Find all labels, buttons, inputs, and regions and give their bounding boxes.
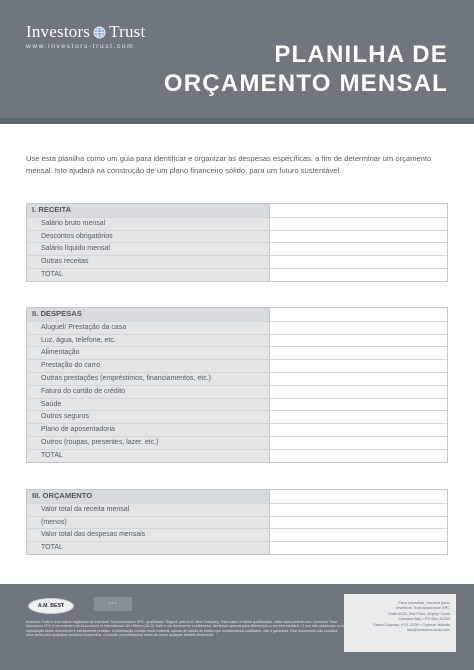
section-heading: I. RECEITA <box>27 204 269 217</box>
table-row <box>27 334 447 347</box>
row-label: Plano de aposentadoria <box>27 424 269 436</box>
section-heading: III. ORÇAMENTO <box>27 490 269 503</box>
table-row <box>27 528 447 541</box>
row-label: Alimentação <box>27 347 269 359</box>
row-label: Salário líquido mensal <box>27 243 269 255</box>
section-despesas <box>26 307 448 463</box>
amount-input-cell[interactable] <box>269 373 447 385</box>
row-label: Valor total da receita mensal <box>27 504 269 516</box>
ailo-logo: ▪▪▪ <box>94 597 132 611</box>
section-heading-row <box>27 204 447 217</box>
table-row <box>27 385 447 398</box>
amount-input-cell[interactable] <box>269 243 447 255</box>
row-label: Saúde <box>27 399 269 411</box>
row-label: Outros (roupas, presentes, lazer, etc.) <box>27 437 269 449</box>
row-label: Outros seguros <box>27 411 269 423</box>
section-receita <box>26 203 448 282</box>
contact-line: Camana Bay • PO Box 32203 <box>398 616 450 622</box>
amount-input-cell[interactable] <box>269 504 447 516</box>
section-heading-value-cell <box>269 308 447 321</box>
intro-paragraph: Use esta planilha como um guia para identificar e organizar as despesas específicas, a fim de determinar um orçamento mensal. Isto ajudará na construção de um plano financeiro sólido, para um futuro sustentável. <box>26 154 432 175</box>
contact-line: info@investors-trust.com <box>406 627 450 633</box>
row-label: Descontos obrigatórios <box>27 231 269 243</box>
amount-input-cell[interactable] <box>269 424 447 436</box>
row-label: Outras receitas <box>27 256 269 268</box>
header-divider <box>0 118 474 124</box>
row-label: Luz, água, telefone, etc. <box>27 335 269 347</box>
brand-url: www.investors-trust.com <box>26 43 135 50</box>
amount-input-cell[interactable] <box>269 517 447 529</box>
table-row <box>27 423 447 436</box>
table-row <box>27 230 447 243</box>
footer-disclaimer: Investors Trust é uma marca registrada da Investors Trust Assurance SPC, qualificada "Segura" pela A.M. Best Company. Para saber a última qualificação, visite www.ambest.com. Investors Trust Assurance SPC é um membro da Association of International Life Offices (AILO). Este é um documento confidencial, destinado apenas para distribuição a um intermediário. O uso não autorizado ou a reprodução deste documento é estritamente proibido. A informação contida neste material, apesar de obtida de fontes que consideramos confiáveis, não é garantida. Este documento não constitui uma oferta para quaisquer produtos financeiros. Consulte um profissional antes de tomar qualquer decisão financeira. <box>26 620 344 638</box>
table-row <box>27 398 447 411</box>
table-row <box>27 359 447 372</box>
amount-input-cell[interactable] <box>269 399 447 411</box>
row-label: Valor total das despesas mensais <box>27 529 269 541</box>
globe-icon <box>93 26 106 39</box>
am-best-badge: A.M. BEST <box>28 598 74 614</box>
logo-name-part-2: Trust <box>109 22 146 41</box>
table-row <box>27 503 447 516</box>
amount-input-cell[interactable] <box>269 529 447 541</box>
investors-trust-logo <box>26 22 145 50</box>
table-row <box>27 242 447 255</box>
header-band <box>0 0 474 118</box>
amount-input-cell[interactable] <box>269 347 447 359</box>
contact-line: Investors Trust Assurance SPC <box>396 605 450 611</box>
row-label: Fatura do cartão de crédito <box>27 386 269 398</box>
row-label: Aluguel/ Prestação da casa <box>27 322 269 334</box>
amount-input-cell[interactable] <box>269 322 447 334</box>
contact-line: Para consultas, escreva para: <box>398 600 450 605</box>
contact-box <box>344 594 456 652</box>
row-label: Outras prestações (empréstimos, financiamentos, etc.) <box>27 373 269 385</box>
section-heading-value-cell <box>269 490 447 503</box>
section-heading-row <box>27 308 447 321</box>
title-line-1: PLANILHA DE <box>274 41 448 68</box>
table-row <box>27 217 447 230</box>
row-label: Salário bruto mensal <box>27 218 269 230</box>
row-label: Prestação do carro <box>27 360 269 372</box>
amount-input-cell[interactable] <box>269 411 447 423</box>
section-heading-row <box>27 490 447 503</box>
contact-line: Grand Cayman, KY1-1208 • Cayman Islands <box>372 621 450 627</box>
table-row <box>27 516 447 529</box>
table-row <box>27 346 447 359</box>
row-label: (menos) <box>27 517 269 529</box>
title-line-2: ORÇAMENTO MENSAL <box>163 70 448 97</box>
row-label: TOTAL <box>27 269 269 281</box>
amount-input-cell[interactable] <box>269 437 447 449</box>
contact-line: Suite #220, 2nd Floor, Zephyr Court <box>388 610 450 616</box>
table-row <box>27 255 447 268</box>
table-row <box>27 449 447 462</box>
table-row <box>27 268 447 281</box>
table-row <box>27 410 447 423</box>
row-label: TOTAL <box>27 450 269 462</box>
amount-input-cell[interactable] <box>269 450 447 462</box>
amount-input-cell[interactable] <box>269 256 447 268</box>
section-heading-value-cell <box>269 204 447 217</box>
logo-name-part-1: Investors <box>26 22 91 41</box>
page-title <box>164 40 448 98</box>
row-label: TOTAL <box>27 542 269 554</box>
section-orcamento <box>26 489 448 555</box>
amount-input-cell[interactable] <box>269 335 447 347</box>
amount-input-cell[interactable] <box>269 218 447 230</box>
amount-input-cell[interactable] <box>269 386 447 398</box>
table-row <box>27 321 447 334</box>
section-heading: II. DESPESAS <box>27 308 269 321</box>
amount-input-cell[interactable] <box>269 542 447 554</box>
table-row <box>27 372 447 385</box>
amount-input-cell[interactable] <box>269 231 447 243</box>
table-row <box>27 541 447 554</box>
table-row <box>27 436 447 449</box>
amount-input-cell[interactable] <box>269 360 447 372</box>
amount-input-cell[interactable] <box>269 269 447 281</box>
